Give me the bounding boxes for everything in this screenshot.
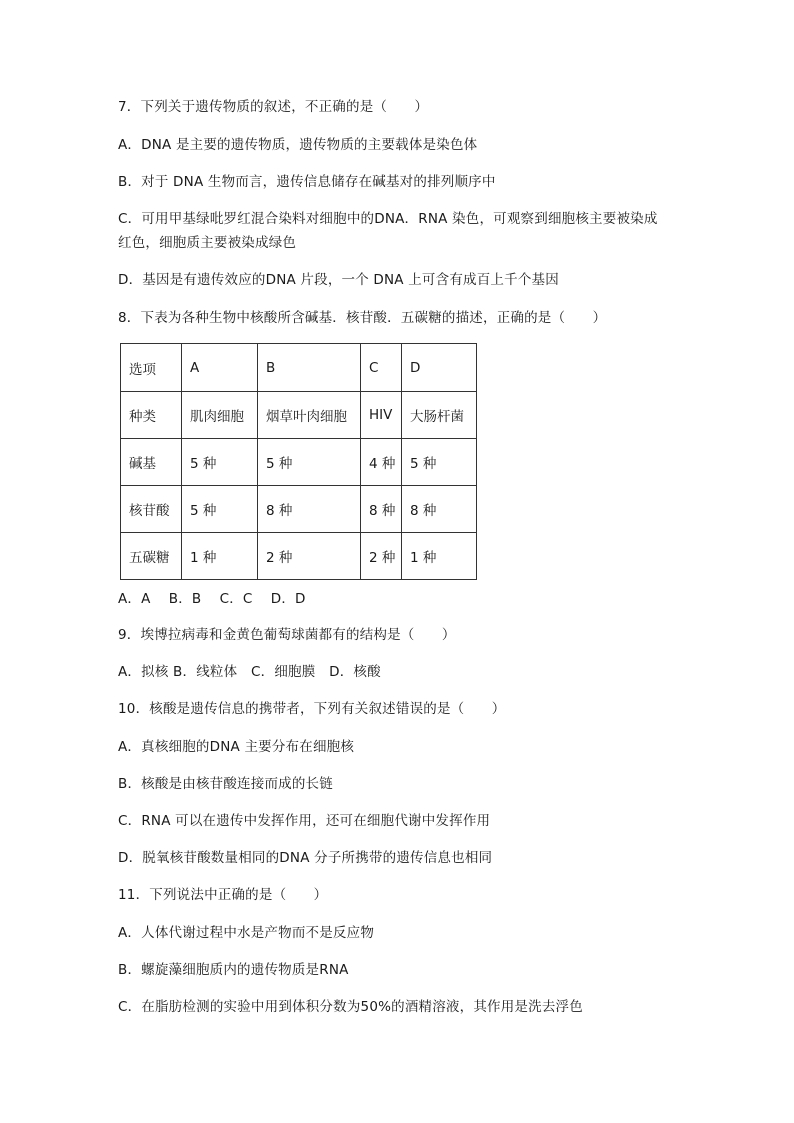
q7-option-c-line2: 红色，细胞质主要被染成绿色 [118, 235, 297, 251]
q8-table [120, 343, 477, 580]
table-cell: 2 种 [258, 533, 361, 580]
table-row [121, 439, 477, 486]
q10-option-a: A．真核细胞的DNA 主要分布在细胞核 [118, 739, 355, 755]
table-cell: 核苷酸 [121, 486, 182, 533]
table-row [121, 344, 477, 392]
table-cell: 8 种 [258, 486, 361, 533]
q11-option-b: B．螺旋藻细胞质内的遗传物质是RNA [118, 962, 349, 978]
table-cell: 五碳糖 [121, 533, 182, 580]
q7-option-d: D．基因是有遗传效应的DNA 片段，一个 DNA 上可含有成百上千个基因 [118, 272, 559, 288]
table-cell: 4 种 [361, 439, 402, 486]
q8-stem: 8．下表为各种生物中核酸所含碱基．核苷酸．五碳糖的描述，正确的是（ ） [118, 310, 607, 326]
q7-option-c-line1: C．可用甲基绿吡罗红混合染料对细胞中的DNA．RNA 染色，可观察到细胞核主要被染成 [118, 211, 658, 227]
q10-option-c: C．RNA 可以在遗传中发挥作用，还可在细胞代谢中发挥作用 [118, 813, 491, 829]
q7-stem: 7．下列关于遗传物质的叙述，不正确的是（ ） [118, 99, 429, 115]
table-cell: 8 种 [402, 486, 477, 533]
table-cell: B [258, 344, 361, 392]
table-cell: 选项 [121, 344, 182, 392]
table-row [121, 392, 477, 439]
table-cell: 碱基 [121, 439, 182, 486]
table-cell: C [361, 344, 402, 392]
table-cell: 1 种 [402, 533, 477, 580]
q8-options: A．A B．B C．C D．D [118, 591, 306, 607]
table-cell: 5 种 [182, 439, 258, 486]
table-cell: 5 种 [182, 486, 258, 533]
q7-option-b: B．对于 DNA 生物而言，遗传信息储存在碱基对的排列顺序中 [118, 174, 496, 190]
table-cell: 1 种 [182, 533, 258, 580]
table-cell: HIV [361, 392, 402, 439]
table-cell: 大肠杆菌 [402, 392, 477, 439]
q10-stem: 10．核酸是遗传信息的携带者，下列有关叙述错误的是（ ） [118, 701, 506, 717]
q9-stem: 9．埃博拉病毒和金黄色葡萄球菌都有的结构是（ ） [118, 627, 456, 643]
table-cell: 5 种 [258, 439, 361, 486]
table-cell: 5 种 [402, 439, 477, 486]
table-cell: D [402, 344, 477, 392]
q9-options: A．拟核 B．线粒体 C．细胞膜 D．核酸 [118, 664, 381, 680]
table-cell: 肌肉细胞 [182, 392, 258, 439]
table-row [121, 533, 477, 580]
table-cell: 烟草叶肉细胞 [258, 392, 361, 439]
table-cell: 种类 [121, 392, 182, 439]
table-cell: 8 种 [361, 486, 402, 533]
q10-option-d: D．脱氧核苷酸数量相同的DNA 分子所携带的遗传信息也相同 [118, 850, 493, 866]
q11-option-c: C．在脂肪检测的实验中用到体积分数为50%的酒精溶液，其作用是洗去浮色 [118, 999, 583, 1015]
q11-stem: 11．下列说法中正确的是（ ） [118, 887, 328, 903]
table-row [121, 486, 477, 533]
table-cell: 2 种 [361, 533, 402, 580]
q7-option-a: A．DNA 是主要的遗传物质，遗传物质的主要载体是染色体 [118, 137, 478, 153]
table-cell: A [182, 344, 258, 392]
q10-option-b: B．核酸是由核苷酸连接而成的长链 [118, 776, 333, 792]
q11-option-a: A．人体代谢过程中水是产物而不是反应物 [118, 925, 375, 941]
